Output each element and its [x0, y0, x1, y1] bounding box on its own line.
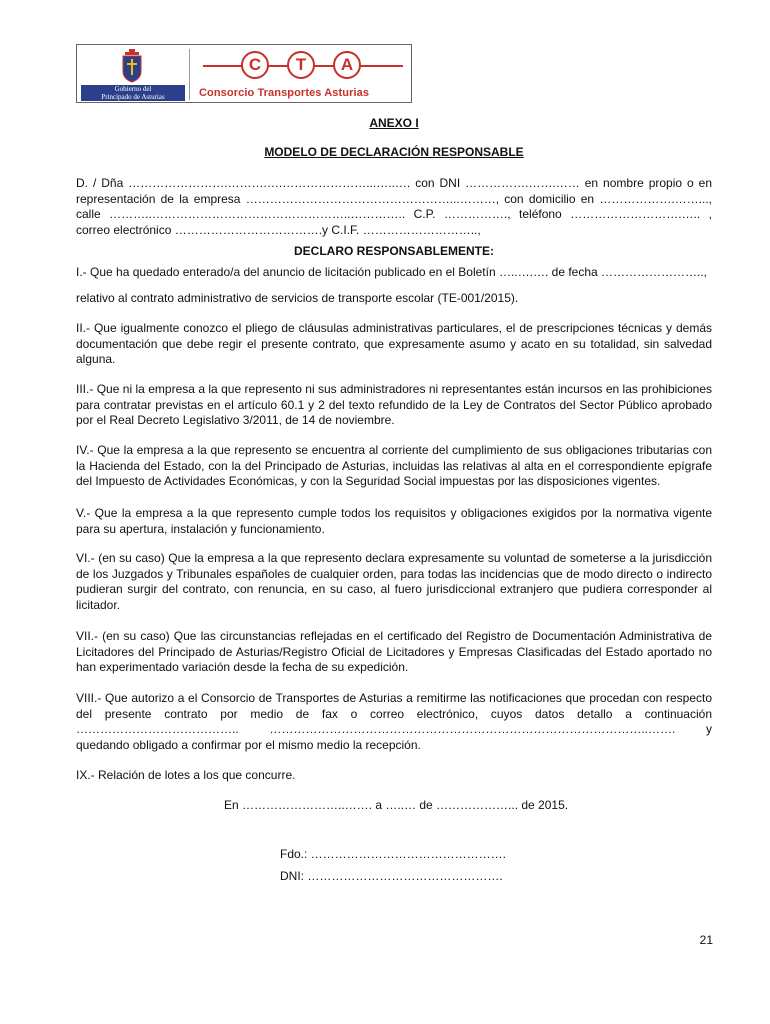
header-logo [76, 44, 412, 103]
gov-line-2: Principado de Asturias [101, 92, 165, 101]
page-number: 21 [699, 933, 713, 947]
clause-vi: VI.- (en su caso) Que la empresa a la que represento declara expresamente su voluntad de someterse a la jurisdicción de los Juzgados y Tribunales españoles de cualquier orden, para todas las incidencias que de modo directo o indirecto pudieran surgir del contrato, con renuncia, en su caso, al fuero jurisdiccional extranjero que pudiera corresponder al licitador. [76, 551, 712, 612]
annex-title: ANEXO I [369, 116, 419, 130]
cta-letter-c: C [241, 51, 269, 79]
clause-viii: VIII.- Que autorizo a el Consorcio de Transportes de Asturias a remitirme las notificaciones que procedan con respecto del presente contrato por medio de fax o correo electrónico, cuyos datos detallo a continuación ………………………………….. …………………………………………………………………………………..……. y quedando obligado a confirmar por el mismo medio la recepción. [76, 691, 712, 752]
intro-paragraph: D. / Dña …………………….……….….…………………...…..…. con DNI …………….…….…… en nombre propio o en representación de la empresa ……………………………………………...………, con domicilio en ……………….……..., calle ………..…………………………………………..………….. C.P. ……………., teléfono ……………………….….. , correo electrónico ……………………………….y C.I.F. ……………………….., [76, 176, 712, 237]
signature-line: Fdo.: …………………………………………. [280, 847, 507, 861]
clause-i-line-2: relativo al contrato administrativo de servicios de transporte escolar (TE-001/2015). [76, 291, 519, 305]
cta-letter-a: A [333, 51, 361, 79]
clause-iii: III.- Que ni la empresa a la que represento ni sus administradores ni representantes están incursos en las prohibiciones para contratar previstas en el artículo 60.1 y 2 del texto refundido de la Ley de Contratos del Sector Público aprobado por el Real Decreto Legislativo 3/2011, de 14 de noviembre. [76, 382, 712, 428]
asturias-crest-icon [120, 49, 144, 83]
model-title: MODELO DE DECLARACIÓN RESPONSABLE [264, 145, 524, 159]
government-name [81, 85, 185, 101]
dni-line: DNI: …………………………………………. [280, 869, 503, 883]
logo-divider [189, 49, 190, 100]
consorcio-name: Consorcio Transportes Asturias [199, 87, 370, 99]
date-line: En ……………………..……. a …..… de ………………... de 2015. [224, 798, 569, 812]
government-logo [77, 45, 187, 102]
clause-v: V.- Que la empresa a la que represento cumple todos los requisitos y obligaciones exigidos por la normativa vigente para su apertura, instalación y funcionamiento. [76, 506, 712, 536]
declaro-heading: DECLARO RESPONSABLEMENTE: [293, 244, 494, 258]
clause-ix: IX.- Relación de lotes a los que concurre. [76, 768, 296, 782]
cta-letter-t: T [287, 51, 315, 79]
gov-line-1: Gobierno del [114, 85, 152, 93]
clause-ii: II.- Que igualmente conozco el pliego de cláusulas administrativas particulares, el de prescripciones técnicas y demás documentación que debe regir el presente contrato, que expresamente asumo y acato en su totalidad, sin salvedad alguna. [76, 321, 712, 367]
clause-i-line-1: I.- Que ha quedado enterado/a del anuncio de licitación publicado en el Boletín …..….…. de fecha …………………….., [76, 265, 708, 279]
clause-iv: IV.- Que la empresa a la que represento se encuentra al corriente del cumplimiento de sus obligaciones tributarias con la Hacienda del Estado, con la del Principado de Asturias, incluidas las relativas al alta en el correspondiente epígrafe del Impuesto de Actividades Económicas, y con la Seguridad Social impuestas por las disposiciones vigentes. [76, 443, 712, 489]
cta-logo [241, 51, 359, 79]
clause-vii: VII.- (en su caso) Que las circunstancias reflejadas en el certificado del Registro de Documentación Administrativa de Licitadores del Principado de Asturias/Registro Oficial de Licitadores y Empresas Clasificadas del Estado aportado no han experimentado variación desde la fecha de su expedición. [76, 629, 712, 675]
